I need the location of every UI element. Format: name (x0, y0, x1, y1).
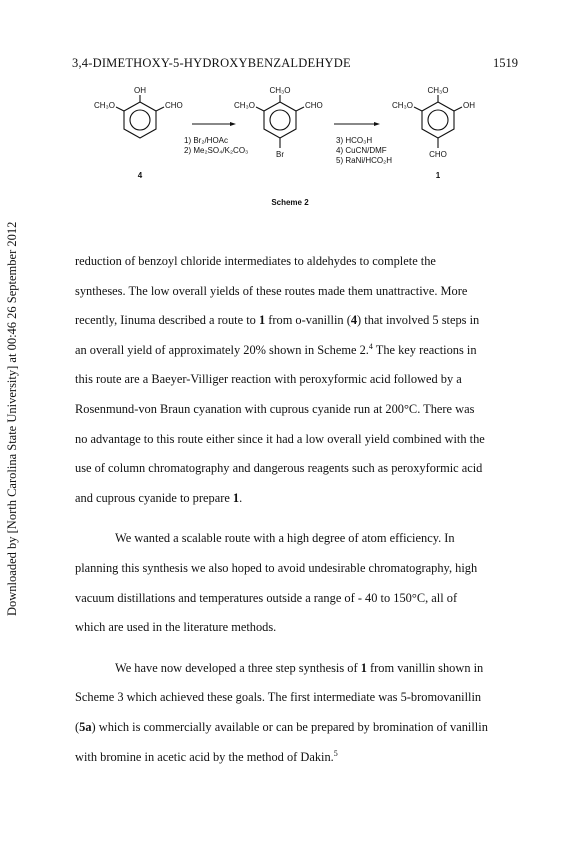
benzene-ring-left (124, 102, 156, 138)
arrow1-condition: 1) Br₂/HOAc (184, 136, 228, 145)
reaction-scheme (80, 86, 520, 216)
running-title: 3,4-DIMETHOXY-5-HYDROXYBENZALDEHYDE (72, 56, 351, 70)
compound-ref: 5a (79, 719, 92, 734)
text-run: planning this synthesis we also hoped to avoid undesirable chromatography, high (75, 560, 478, 575)
text-run: vacuum distillations and temperatures outside a range of - 40 to 150°C, all of (75, 590, 458, 605)
text-run: use of column chromatography and dangerous reagents such as peroxyformic acid (75, 461, 483, 476)
text-run: which are used in the literature methods. (75, 620, 277, 635)
text-line (75, 720, 525, 750)
text-line (75, 372, 525, 402)
text-line (75, 531, 525, 561)
text-line (75, 313, 525, 343)
benzene-ring-middle (264, 102, 296, 138)
paragraph (75, 254, 525, 520)
text-run: reduction of benzoyl chloride intermediates to aldehydes to complete the (75, 254, 436, 268)
text-line (75, 750, 525, 780)
right-top-substituent: CH₃O (427, 86, 449, 95)
text-run: The key reactions in (372, 342, 477, 357)
text-line (75, 491, 525, 521)
text-run: ) which is commercially available or can be prepared by bromination of vanillin (91, 719, 488, 734)
paragraph-gap (75, 520, 525, 531)
left-right-substituent: CHO (165, 101, 183, 110)
page-number: 1519 (493, 56, 518, 70)
text-line (75, 661, 525, 691)
text-run: from o-vanillin ( (265, 313, 351, 328)
right-left-substituent: CH₃O (391, 101, 413, 110)
paragraph-gap (75, 650, 525, 661)
text-run: ( (75, 719, 80, 734)
text-line (75, 432, 525, 462)
middle-right-substituent: CHO (305, 101, 323, 110)
text-run: . (239, 490, 243, 505)
download-stamp: Downloaded by [North Carolina State University] at 00:46 26 September 2012 (5, 221, 19, 617)
middle-top-substituent: CH₃O (269, 86, 291, 95)
compound-ref: 4 (350, 313, 358, 328)
text-run: We wanted a scalable route with a high degree of atom efficiency. In (115, 531, 455, 546)
text-run: no advantage to this route either since it had a low overall yield combined with the (75, 431, 485, 446)
compound-ref: 1 (258, 313, 266, 328)
text-run: recently, Iinuma described a route to (75, 313, 259, 328)
text-line (75, 591, 525, 621)
text-run: this route are a Baeyer-Villiger reaction with peroxyformic acid followed by a (75, 372, 462, 387)
text-run: ) that involved 5 steps in (357, 313, 480, 328)
text-line (75, 690, 525, 720)
arrow2-condition: 4) CuCN/DMF (336, 146, 387, 155)
left-top-substituent: OH (134, 86, 146, 95)
citation-ref: 4 (368, 341, 373, 351)
text-line (75, 461, 525, 491)
compound-ref: 1 (360, 660, 367, 675)
text-line (75, 620, 525, 650)
text-run: Scheme 3 which achieved these goals. The first intermediate was 5-bromovanillin (75, 690, 482, 705)
text-run: from vanillin shown in (366, 660, 484, 675)
left-left-substituent: CH₃O (93, 101, 115, 110)
paragraph (75, 661, 525, 779)
text-run: and cuprous cyanide to prepare (75, 490, 233, 505)
citation-ref: 5 (333, 748, 338, 758)
compound-number-right: 1 (435, 171, 441, 180)
text-line (75, 343, 525, 373)
paragraph (75, 531, 525, 649)
text-line (75, 254, 525, 284)
scheme-drawing (80, 86, 520, 216)
arrow1-condition: 2) Me₂SO₄/K₂CO₃ (184, 146, 249, 155)
middle-bottom-substituent: Br (276, 150, 284, 159)
text-run: an overall yield of approximately 20% shown in Scheme 2. (75, 342, 369, 357)
text-run: syntheses. The low overall yields of these routes made them unattractive. More (75, 283, 468, 298)
running-header (72, 56, 518, 72)
text-line (75, 561, 525, 591)
text-run: Rosenmund-von Braun cyanation with cuprous cyanide run at 200°C. There was (75, 401, 475, 416)
arrow2-condition: 3) HCO₃H (336, 136, 373, 145)
text-run: with bromine in acetic acid by the method of Dakin. (75, 749, 334, 764)
right-right-substituent: OH (463, 101, 475, 110)
benzene-ring-right (422, 102, 454, 138)
text-run: We have now developed a three step synthesis of (115, 660, 361, 675)
compound-ref: 1 (232, 490, 240, 505)
arrow2-condition: 5) RaNi/HCO₂H (336, 156, 392, 165)
text-line (75, 284, 525, 314)
body-text (75, 254, 525, 779)
scheme-caption: Scheme 2 (271, 198, 309, 207)
compound-number-left: 4 (137, 171, 143, 180)
middle-left-substituent: CH₃O (233, 101, 255, 110)
right-bottom-substituent: CHO (429, 150, 447, 159)
text-line (75, 402, 525, 432)
